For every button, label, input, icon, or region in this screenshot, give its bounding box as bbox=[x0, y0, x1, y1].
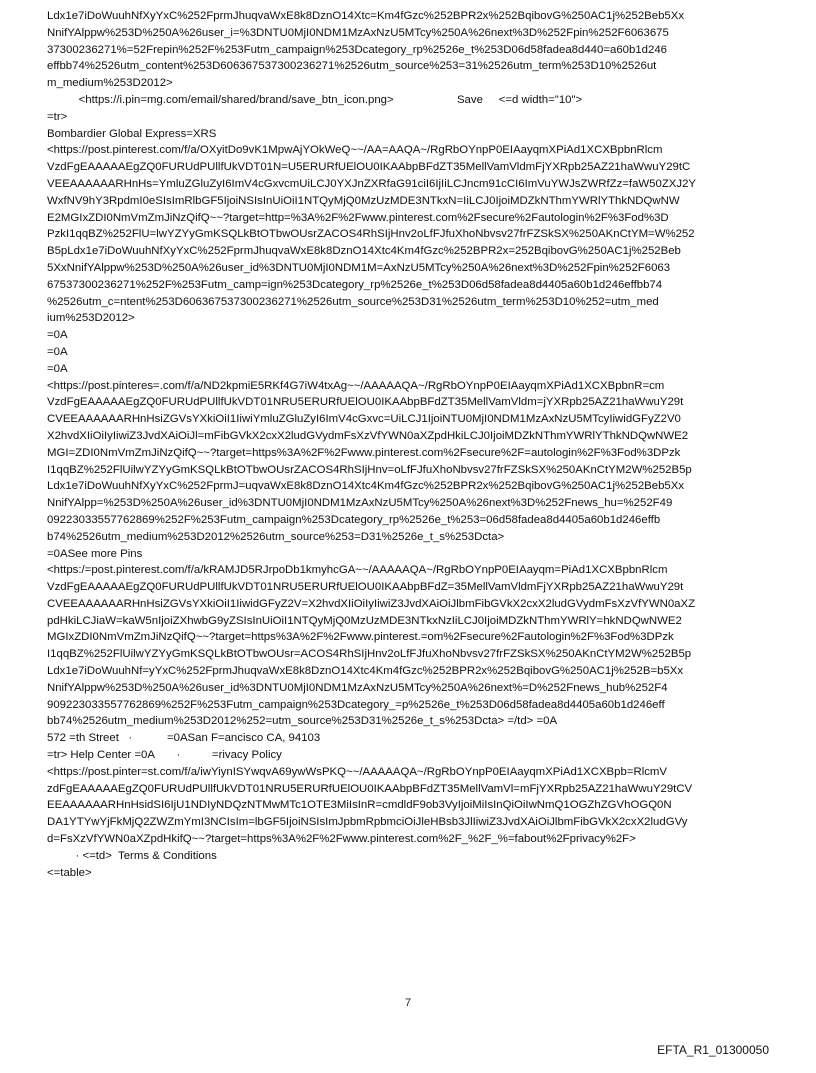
text-line-content: VEEAAAAAARHnHs=YmluZGluZyI6ImV4cGxvcmUiLCJ0YXJnZXRfaG91ciI6IjIiLCJncm91cCI6ImVuYWJsZWRfZz=faW50ZXJ2Y bbox=[47, 177, 697, 190]
text-line bbox=[47, 428, 771, 445]
text-line bbox=[47, 546, 771, 563]
text-line-content: 09223033557762869%252F%253Futm_campaign%253Dcategory_rp%2526e_t%253=06d58fadea8d4405a60b1d246effb bbox=[47, 513, 661, 526]
text-line-content: zdFgEAAAAAEgZQ0FURUdPUllfUkVDT01NRU5ERURfUElOU0IKAAbpBFdZT35MellVamVl=mFjYXRpb25AZ21haWwuY29tCV bbox=[47, 782, 693, 795]
text-line-content: WxfNV9hY3RpdmI0eSIsImRlbGF5IjoiNSIsInUiOiI1NTQyMjQ0MzUzMDE3NTkxN=IiLCJ0IjoiMDZkNThmYWRlYThkNDQwNW bbox=[47, 194, 680, 207]
text-line bbox=[47, 831, 771, 848]
text-line-content: NnifYAlpp=%253D%250A%26user_id%3DNTU0MjI0NDM1MzAxNzU5MTcy%250A%26next%3D%252Fnews_hu=%252F49 bbox=[47, 497, 673, 510]
text-line-content: bb74%2526utm_medium%253D2012%252=utm_source%253D31%2526e_t_s%253Dcta> =/td> =0A bbox=[47, 715, 558, 728]
text-line bbox=[47, 512, 771, 529]
text-line bbox=[47, 562, 771, 579]
text-line bbox=[47, 277, 771, 294]
text-line bbox=[47, 445, 771, 462]
text-line bbox=[47, 226, 771, 243]
text-line-content: 572 =th Street · =0ASan F=ancisco CA, 94103 bbox=[47, 732, 321, 745]
text-line bbox=[47, 92, 771, 109]
text-line bbox=[47, 730, 771, 747]
text-line-content: m_medium%253D2012> bbox=[47, 77, 173, 90]
text-line-content: =tr> bbox=[47, 110, 68, 123]
text-line-content: NnifYAlppw%253D%250A%26user_i=%3DNTU0MjI0NDM1MzAxNzU5MTcy%250A%26next%3D%252Fpin%252F6063675 bbox=[47, 26, 669, 39]
text-line bbox=[47, 478, 771, 495]
text-line bbox=[47, 176, 771, 193]
text-line bbox=[47, 814, 771, 831]
text-line-content: d=FsXzVfYWN0aXZpdHkifQ~~?target=https%3A%2F%2Fwww.pinterest.com%2F_%2F_%=fabout%2Fprivacy%2F> bbox=[47, 833, 636, 846]
text-line-content: <https://post.pinter=st.com/f/a/iwYiynISYwqvA69ywWsPKQ~~/AAAAAQA~/RgRbOYnpP0EIAayqmXPiAd1XCXBpb=RlcmV bbox=[47, 765, 668, 778]
text-line bbox=[47, 344, 771, 361]
text-line bbox=[47, 109, 771, 126]
text-line-content: =tr> Help Center =0A · =rivacy Policy bbox=[47, 749, 282, 762]
email-source-text bbox=[47, 8, 771, 881]
text-line bbox=[47, 42, 771, 59]
text-line bbox=[47, 629, 771, 646]
text-line-content: CVEEAAAAAARHnHsiZGVsYXkiOiI1IiwiYmluZGluZyI6ImV4cGxvc=UiLCJ1IjoiNTU0MjI0NDM1MzAxNzU5MTcyIiwidGFyZ2V0 bbox=[47, 413, 681, 426]
text-line bbox=[47, 310, 771, 327]
text-line-content: CVEEAAAAAARHnHsiZGVsYXkiOiI1IiwidGFyZ2V=X2hvdXIiOiIyIiwiZ3JvdXAiOiJlbmFibGVkX2cxX2ludGVydmFsXzVfYWN0aXZ bbox=[47, 597, 696, 610]
text-line-content: =0A bbox=[47, 345, 68, 358]
text-line bbox=[47, 579, 771, 596]
text-line-content: Bombardier Global Express=XRS bbox=[47, 127, 217, 140]
text-line bbox=[47, 361, 771, 378]
text-line bbox=[47, 243, 771, 260]
text-line-content: · <=td> Terms & Conditions bbox=[47, 849, 217, 862]
text-line-content: VzdFgEAAAAAEgZQ0FURUdPUllfUkVDT01NRU5ERURfUElOU0IKAAbpBFdZT35MellVamVldm=jYXRpb25AZ21haWwuY29t bbox=[47, 396, 684, 409]
text-line-content: B5pLdx1e7iDoWuuhNfXyYxC%252FprmJhuqvaWxE8k8DznO14Xtc4Km4fGzc%252BPR2x=252BqibovG%250AC1j%252Beb bbox=[47, 245, 681, 258]
text-line-content: E2MGIxZDI0NmVmZmJiNzQifQ~~?target=http=%3A%2F%2Fwww.pinterest.com%2Fsecure%2Fautologin%2F%3Fod%3D bbox=[47, 211, 669, 224]
text-line-content: b74%2526utm_medium%253D2012%2526utm_source%253=D31%2526e_t_s%253Dcta> bbox=[47, 530, 505, 543]
text-line-content: %2526utm_c=ntent%253D606367537300236271%2526utm_source%253D31%2526utm_term%253D10%252=utm_med bbox=[47, 295, 659, 308]
text-line bbox=[47, 797, 771, 814]
text-line-content: 909223033557762869%252F%253Futm_campaign%253Dcategory_=p%2526e_t%253D06d58fadea8d4405a60b1d246eff bbox=[47, 698, 665, 711]
text-line bbox=[47, 613, 771, 630]
text-line-content: 67537300236271%252F%253Futm_camp=ign%253Dcategory_rp%2526e_t%253D06d58fadea8d4405a60b1d246effbb74 bbox=[47, 278, 663, 291]
text-line bbox=[47, 697, 771, 714]
text-line-content: Ldx1e7iDoWuuhNfXyYxC%252FprmJ=uqvaWxE8k8DznO14Xtc4Km4fGzc%252BPR2x%252BqibovG%250AC1j%252Beb5Xx bbox=[47, 480, 685, 493]
text-line-content: EEAAAAAARHnHsidSI6IjU1NDIyNDQzNTMwMTc1OTE3MiIsInR=cmdldF9ob3VyIjoiMiIsInQiOiIwNmQ1OGZhZGVhOGQ0N bbox=[47, 799, 672, 812]
text-line-content: <https://post.pinteres=.com/f/a/ND2kpmiE5RKf4G7iW4txAg~~/AAAAAQA~/RgRbOYnpP0EIAayqmXPiAd1XCXBpbnR=cm bbox=[47, 379, 665, 392]
text-line-content: 5XxNnifYAlppw%253D%250A%26user_id%3DNTU0MjI0NDM1M=AxNzU5MTcy%250A%26next%3D%252Fpin%252F6063 bbox=[47, 261, 671, 274]
text-line bbox=[47, 159, 771, 176]
text-line bbox=[47, 294, 771, 311]
text-line bbox=[47, 462, 771, 479]
text-line bbox=[47, 260, 771, 277]
text-line-content: effbb74%2526utm_content%253D606367537300236271%2526utm_source%253=31%2526utm_term%253D10%2526ut bbox=[47, 60, 657, 73]
text-line bbox=[47, 865, 771, 882]
text-line-content: Ldx1e7iDoWuuhNf=yYxC%252FprmJhuqvaWxE8k8DznO14Xtc4Km4fGzc%252BPR2x%252BqibovG%250AC1j%252B=b5Xx bbox=[47, 665, 684, 678]
text-line-content: DA1YTYwYjFkMjQ2ZWZmYmI3NCIsIm=lbGF5IjoiNSIsImJpbmRpbmciOiJleHBsb3JlIiwiZ3JvdXAiOiJlbmFibGVkX2cxX2ludGVy bbox=[47, 816, 688, 829]
text-line-content: =0A bbox=[47, 362, 68, 375]
text-line bbox=[47, 596, 771, 613]
text-line-content: 37300236271%=52Frepin%252F%253Futm_campaign%253Dcategory_rp%2526e_t%253D06d58fadea8d440=a60b1d246 bbox=[47, 43, 668, 56]
text-line-content: ium%253D2012> bbox=[47, 312, 135, 325]
text-line bbox=[47, 529, 771, 546]
text-line-content: pdHkiLCJiaW=kaW5nIjoiZXhwbG9yZSIsInUiOiI1NTQyMjQ0MzUzMDE3NTkxNzIiLCJ0IjoiMDZkNThmYWRlY=hkNDQwNWE2 bbox=[47, 614, 682, 627]
document-id: EFTA_R1_01300050 bbox=[657, 1043, 769, 1057]
text-line bbox=[47, 680, 771, 697]
text-line bbox=[47, 25, 771, 42]
text-line bbox=[47, 663, 771, 680]
text-line-content: X2hvdXIiOiIyIiwiZ3JvdXAiOiJl=mFibGVkX2cxX2ludGVydmFsXzVfYWN0aXZpdHkiLCJ0IjoiMDZkNThmYWRlYThkNDQwNWE2 bbox=[47, 429, 689, 442]
text-line-content: MGI=ZDI0NmVmZmJiNzQifQ~~?target=https%3A%2F%2Fwww.pinterest.com%2Fsecure%2F=autologin%2F%3Fod%3DPzk bbox=[47, 446, 681, 459]
text-line bbox=[47, 764, 771, 781]
text-line-content: <https://i.pin=mg.com/email/shared/brand/save_btn_icon.png> Save <=d width="10"> bbox=[47, 93, 583, 106]
text-line bbox=[47, 126, 771, 143]
text-line-content: PzkI1qqBZ%252FlU=lwYZYyGmKSQLkBtOTbwOUsrZACOS4RhSIjHnv2oLfFJfuXhoNbvsv27frFZSkSX%250AKnCtYM=W%252 bbox=[47, 228, 695, 241]
text-line bbox=[47, 747, 771, 764]
text-line-content: =0ASee more Pins bbox=[47, 547, 143, 560]
text-line bbox=[47, 142, 771, 159]
text-line-content: <https://post.pinterest.com/f/a/OXyitDo9vK1MpwAjYOkWeQ~~/AA=AAQA~/RgRbOYnpP0EIAayqmXPiAd1XCXBpbnRlcm bbox=[47, 144, 663, 157]
text-line bbox=[47, 495, 771, 512]
text-line-content: Ldx1e7iDoWuuhNfXyYxC%252FprmJhuqvaWxE8k8DznO14Xtc=Km4fGzc%252BPR2x%252BqibovG%250AC1j%252Beb5Xx bbox=[47, 10, 685, 22]
text-line bbox=[47, 193, 771, 210]
text-line-content: MGIxZDI0NmVmZmJiNzQifQ~~?target=https%3A%2F%2Fwww.pinterest.=om%2Fsecure%2Fautologin%2F%3Fod%3DPzk bbox=[47, 631, 674, 644]
text-line bbox=[47, 411, 771, 428]
text-line bbox=[47, 210, 771, 227]
text-line-content: <https:/=post.pinterest.com/f/a/kRAMJD5RJrpoDb1kmyhcGA~~/AAAAAQA~/RgRbOYnpP0EIAayqm=PiAd1XCXBpbnRlcm bbox=[47, 564, 668, 577]
text-line bbox=[47, 8, 771, 25]
text-line-content: I1qqBZ%252FlUilwYZYyGmKSQLkBtOTbwOUsrZACOS4RhSIjHnv=oLfFJfuXhoNbvsv27frFZSkSX%250AKnCtYM2W%252B5p bbox=[47, 463, 692, 476]
text-line bbox=[47, 327, 771, 344]
text-line bbox=[47, 646, 771, 663]
text-line-content: NnifYAlppw%253D%250A%26user_id%3DNTU0MjI0NDM1MzAxNzU5MTcy%250A%26next%=D%252Fnews_hub%252F4 bbox=[47, 681, 668, 694]
text-line-content: =0A bbox=[47, 329, 68, 342]
text-line-content: VzdFgEAAAAAEgZQ0FURUdPUllfUkVDT01N=U5ERURfUElOU0IKAAbpBFdZT35MellVamVldmFjYXRpb25AZ21haWwuY29tC bbox=[47, 161, 691, 174]
text-line-content: VzdFgEAAAAAEgZQ0FURUdPUllfUkVDT01NRU5ERURfUElOU0IKAAbpBFdZ=35MellVamVldmFjYXRpb25AZ21haWwuY29t bbox=[47, 581, 684, 594]
text-line bbox=[47, 781, 771, 798]
text-line-content: I1qqBZ%252FlUilwYZYyGmKSQLkBtOTbwOUsr=ACOS4RhSIjHnv2oLfFJfuXhoNbvsv27frFZSkSX%250AKnCtYM2W%252B5p bbox=[47, 648, 692, 661]
text-line bbox=[47, 394, 771, 411]
text-line bbox=[47, 713, 771, 730]
text-line-content: <=table> bbox=[47, 866, 92, 879]
text-line bbox=[47, 75, 771, 92]
page-number: 7 bbox=[404, 997, 412, 1009]
text-line bbox=[47, 848, 771, 865]
text-line bbox=[47, 378, 771, 395]
text-line bbox=[47, 58, 771, 75]
